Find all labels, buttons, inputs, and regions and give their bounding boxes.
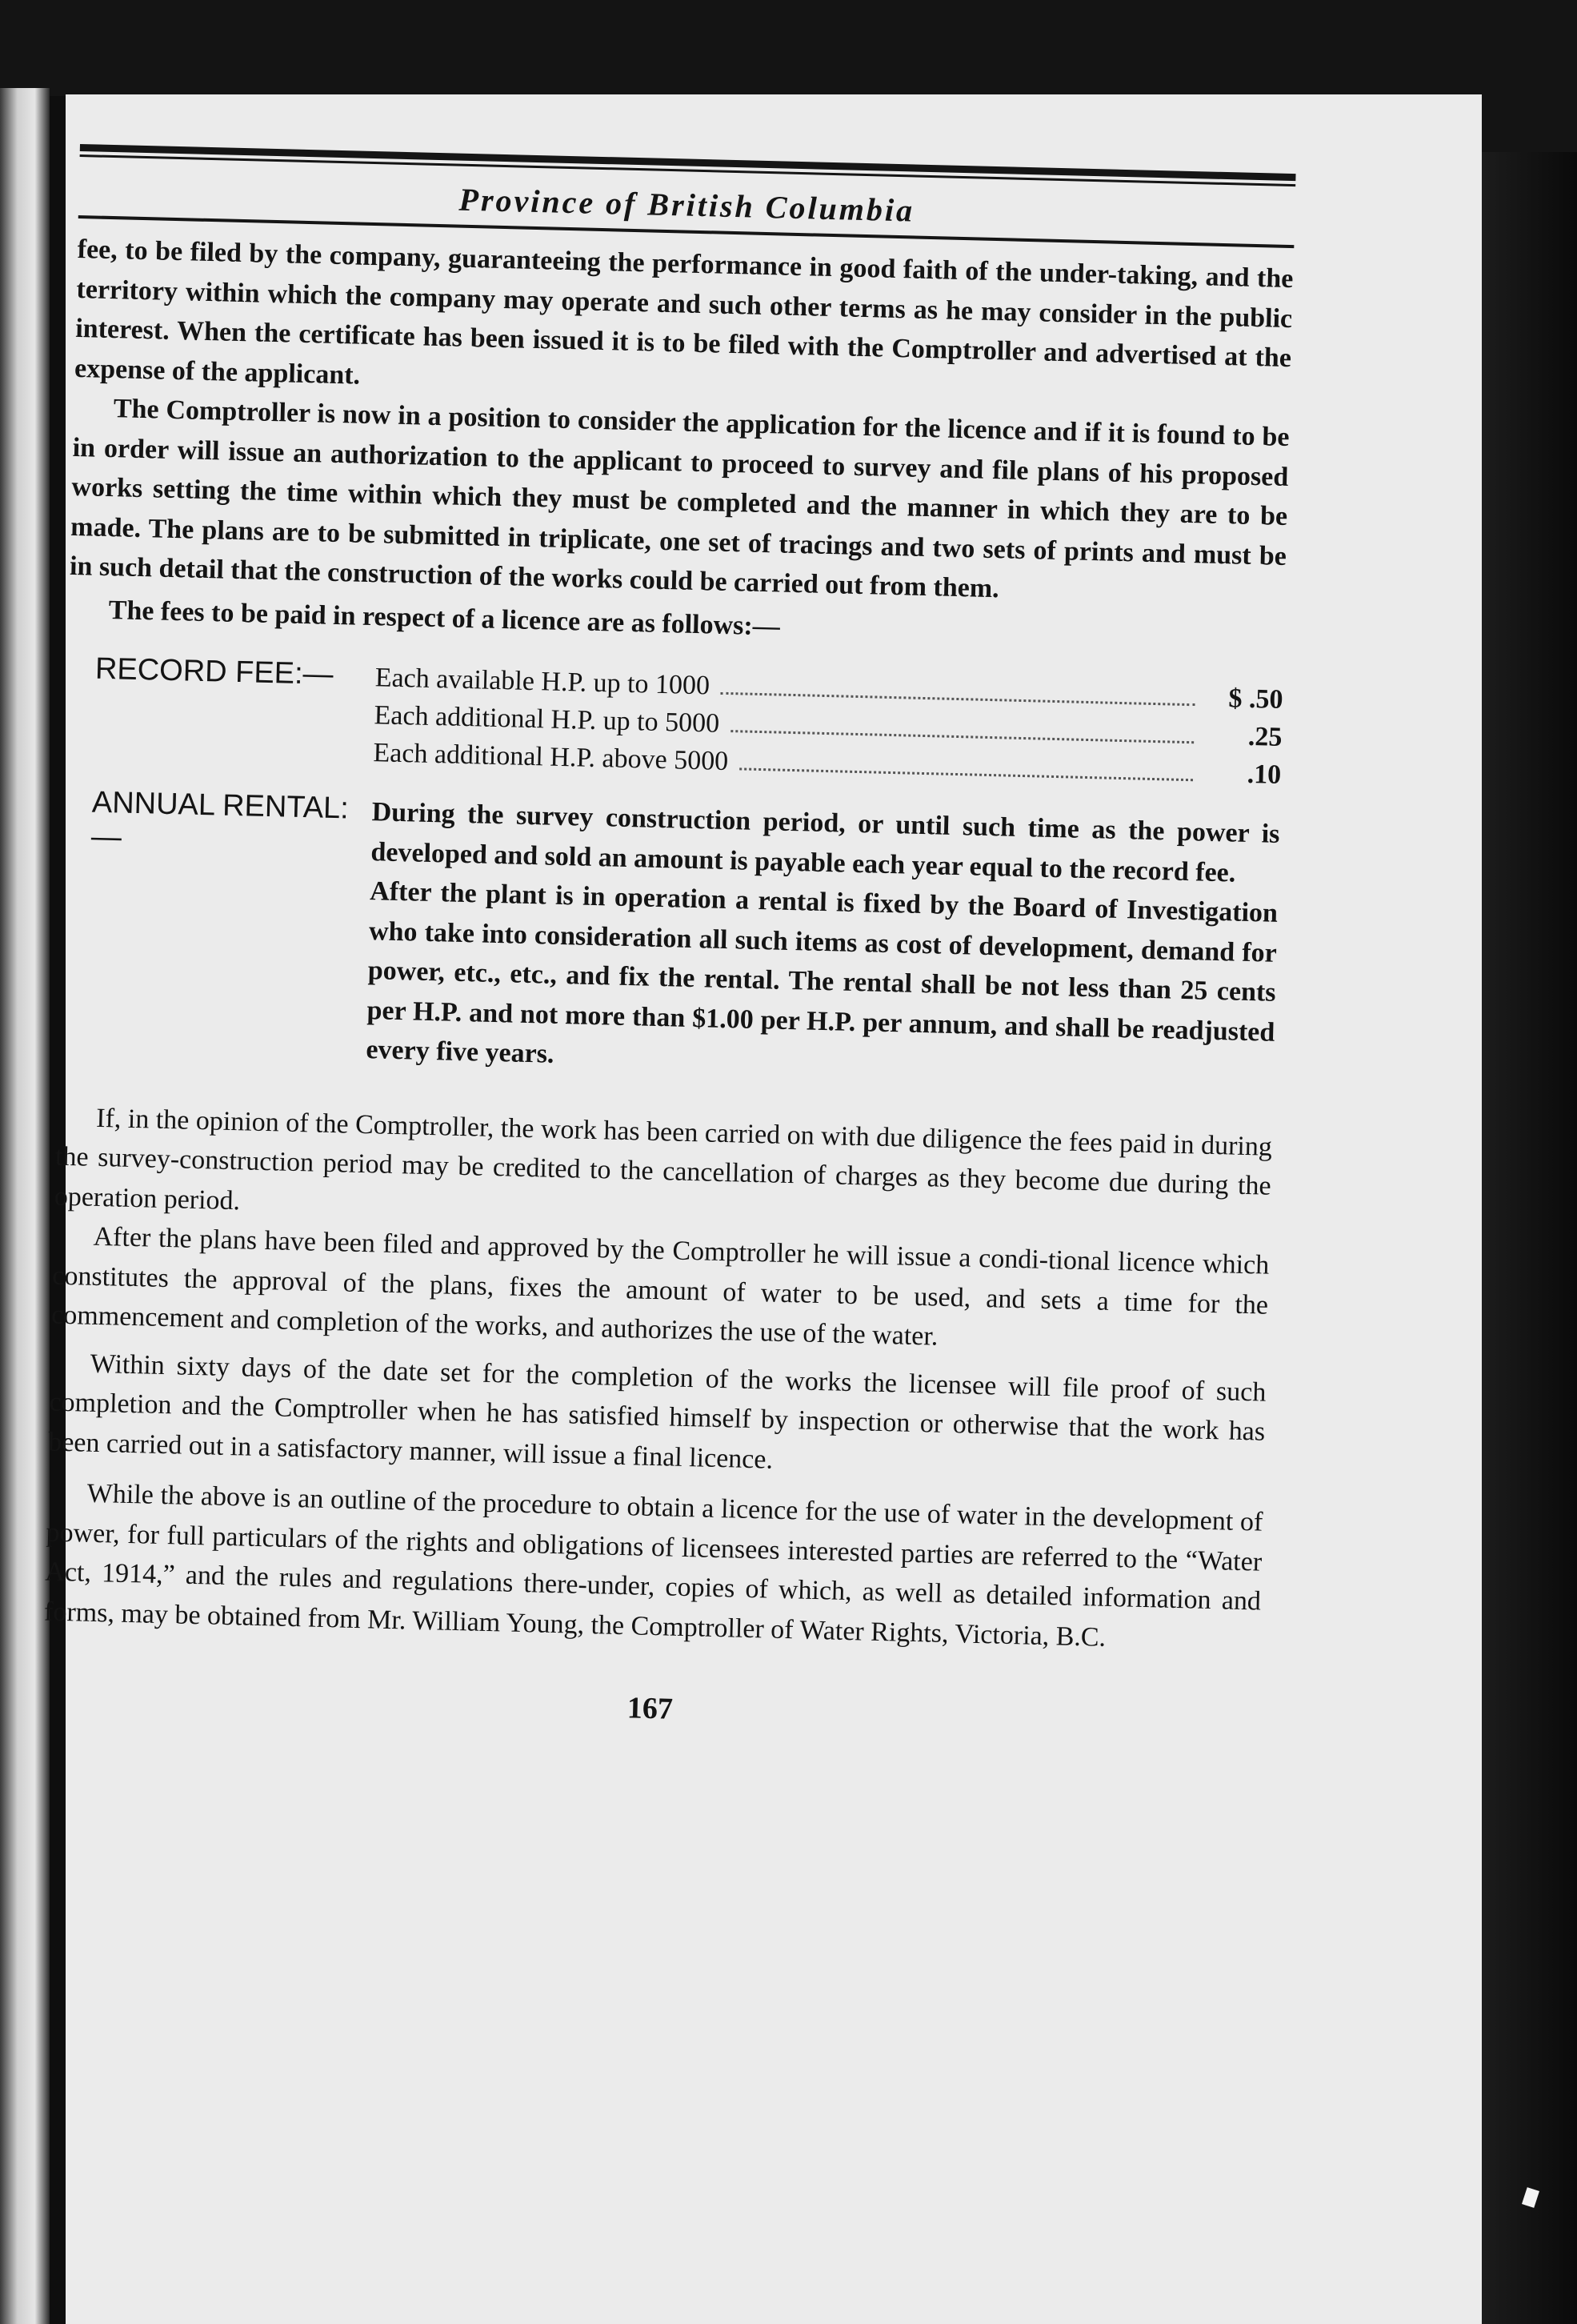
page-content — [42, 144, 1295, 1741]
leader-dots — [721, 692, 1195, 706]
paragraph-continuation: fee, to be filed by the company, guaranteeing the performance in good faith of the under-taking, and the territory within which the company may operate and such other terms as he may consider in the public interest. When the certificate has been issued it is to be filed with the Comptroller and advertised at the expense of the applicant. — [74, 234, 1294, 391]
leader-dots — [730, 730, 1194, 743]
fee-amount: $ .50 — [1228, 683, 1283, 715]
rental-operation-text: After the plant is in operation a rental is fixed by the Board of Investigation who take into consideration all such items as cost of development, demand for power, etc., etc., and fix the rental. The rental shall be not less than 25 cents per H.P. and not more than $1.00 per H.P. per annum, and shall be readjusted every five years. — [366, 876, 1279, 1069]
scan-background — [1482, 152, 1577, 2324]
paragraph-authorization: The Comptroller is now in a position to consider the application for the licence and if it is found to be in order will issue an authorization to the applicant to proceed to survey and file plans of his proposed works setting the time within which they must be completed and the manner in which they are to be made. The plans are to be submitted in triplicate, one set of tracings and two sets of prints and must be in such detail that the construction of the works could be carried out from them. — [69, 394, 1290, 604]
fee-amount: .10 — [1247, 759, 1282, 790]
fee-label: Each additional H.P. up to 5000 — [374, 700, 720, 739]
record-fee-table — [373, 659, 1283, 794]
fee-amount: .25 — [1247, 721, 1283, 752]
fee-label: Each available H.P. up to 1000 — [374, 663, 710, 701]
running-title: Province of British Columbia — [458, 181, 915, 229]
fee-label: Each additional H.P. above 5000 — [373, 738, 729, 777]
facing-page-edge — [0, 88, 50, 2324]
page-number: 167 — [626, 1691, 674, 1726]
paragraph-due-diligence: If, in the opinion of the Comptroller, the work has been carried on with due diligence the fees paid in during the survey-construction period may be credited to the cancellation of charges as they become due during the operation period. — [54, 1103, 1273, 1216]
paragraph-conditional-licence: After the plans have been filed and approved by the Comptroller he will issue a condi-tional licence which constitutes the approval of the plans, fixes the amount of water to be used, and sets a time for the commencement and completion of the works, and authorizes the use of the water. — [50, 1221, 1270, 1352]
leader-dots — [739, 767, 1193, 781]
annual-rental-heading: ANNUAL RENTAL:— — [90, 785, 350, 855]
record-fee-section — [65, 651, 1283, 794]
annual-rental-body — [366, 792, 1280, 1092]
paragraph-water-act: While the above is an outline of the procedure to obtain a licence for the use of water in the development of power, for full particulars of the rights and obligations of licensees interested parties are referred to the “Water Act, 1914,” and the rules and regulations there-under, copies of which, as well as detailed information and forms, may be obtained from Mr. William Young, the Comptroller of Water Rights, Victoria, B.C. — [43, 1478, 1263, 1653]
rental-survey-period-text: During the survey construction period, or until such time as the power is developed and sold an amount is payable each year equal to the record fee. — [370, 797, 1280, 888]
paragraph-final-licence: Within sixty days of the date set for the completion of the works the licensee will file proof of such completion and the Comptroller when he has satisfied himself by inspection or otherwise that the work has been carried out in a satisfactory manner, will issue a final licence. — [47, 1348, 1267, 1475]
annual-rental-section — [58, 785, 1280, 1092]
record-fee-heading: RECORD FEE:— — [94, 651, 334, 691]
paragraph-fees-intro: The fees to be paid in respect of a licence are as follows:— — [108, 595, 781, 642]
